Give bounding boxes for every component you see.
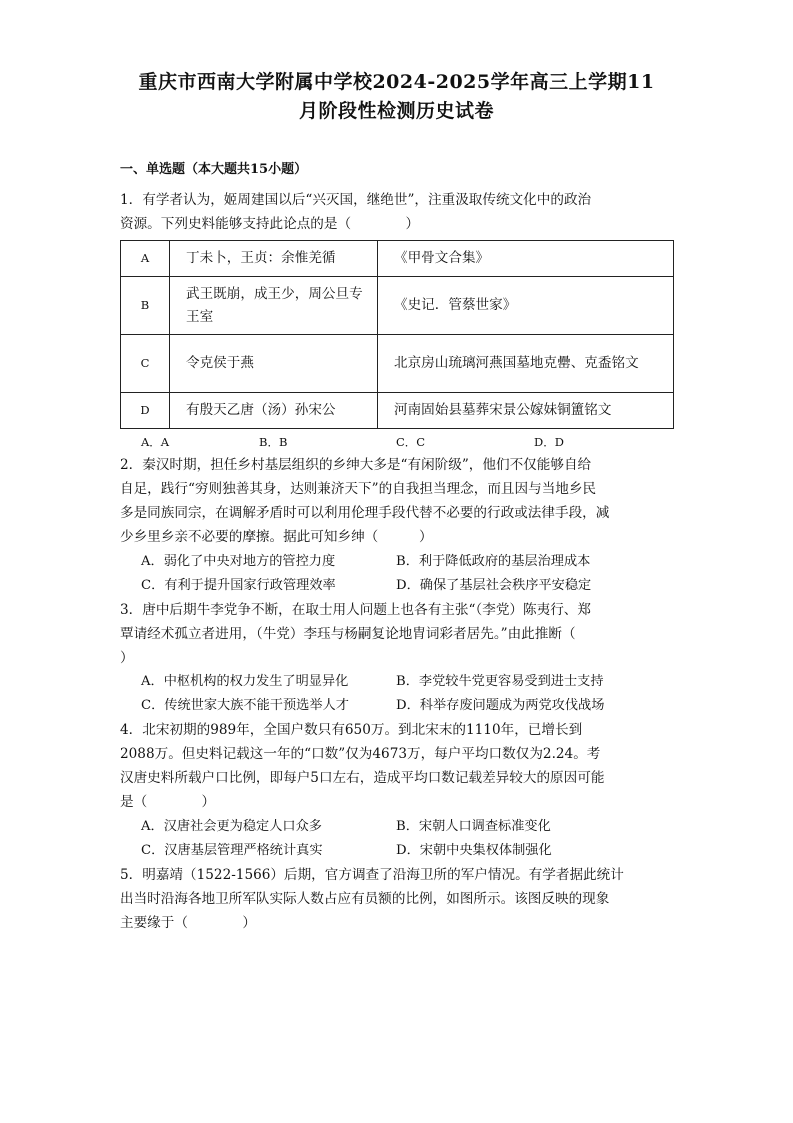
option-a[interactable]: A．A [141, 435, 170, 449]
table-row [121, 241, 674, 277]
stem-line: 主要缘于（ ） [120, 915, 256, 931]
question-3-stem [120, 598, 676, 670]
row-label: B [121, 277, 170, 335]
option-c[interactable]: C．有利于提升国家行政管理效率 [141, 578, 336, 593]
option-c[interactable]: C．C [396, 435, 426, 449]
stem-line: 是（ ） [120, 794, 216, 810]
option-c[interactable]: C．传统世家大族不能干预选举人才 [141, 698, 349, 713]
stem-line: ） [120, 650, 134, 666]
question-1-table [120, 240, 674, 429]
stem-line: 出当时沿海各地卫所军队实际人数占应有员额的比例，如图所示。该图反映的现象 [120, 891, 610, 907]
stem-line: 覃请经术孤立者进用，（牛党）李珏与杨嗣复论地胄词彩者居先。”由此推断（ [120, 626, 576, 642]
stem-line: 4．北宋初期的989年，全国户数只有650万。到北宋末的1110年，已增长到 [120, 722, 583, 738]
stem-line: 多是同族同宗，在调解矛盾时可以利用伦理手段代替不必要的行政或法律手段，减 [120, 505, 610, 521]
table-row [121, 335, 674, 393]
question-5-stem [120, 863, 676, 935]
row-label: C [121, 335, 170, 393]
stem-line: 1．有学者认为，姬周建国以后“兴灭国，继绝世”，注重汲取传统文化中的政治 [120, 192, 592, 208]
table-row [121, 393, 674, 429]
section-heading: 一、单选题（本大题共15小题） [120, 162, 308, 177]
option-c[interactable]: C．汉唐基层管理严格统计真实 [141, 843, 323, 858]
option-d[interactable]: D．宋朝中央集权体制强化 [396, 843, 552, 858]
option-b[interactable]: B．李党较牛党更容易受到进士支持 [396, 674, 604, 689]
question-2-stem [120, 453, 676, 549]
stem-line: 3．唐中后期牛李党争不断，在取士用人问题上也各有主张“（李党）陈夷行、郑 [120, 602, 591, 618]
option-a[interactable]: A．汉唐社会更为稳定人口众多 [141, 819, 322, 834]
option-d[interactable]: D．确保了基层社会秩序平安稳定 [396, 578, 592, 593]
exam-title [110, 68, 683, 126]
stem-line: 5．明嘉靖（1522-1566）后期，官方调查了沿海卫所的军户情况。有学者据此统计 [120, 867, 624, 883]
row-text: 有殷天乙唐（汤）孙宋公 [170, 393, 378, 429]
row-label: A [121, 241, 170, 277]
row-label: D [121, 393, 170, 429]
row-text: 丁未卜，王贞：余惟羌循 [170, 241, 378, 277]
option-b[interactable]: B．宋朝人口调查标准变化 [396, 819, 551, 834]
option-b[interactable]: B．B [259, 435, 288, 449]
stem-line: 少乡里乡亲不必要的摩擦。据此可知乡绅（ ） [120, 529, 433, 545]
option-d[interactable]: D．科举存废问题成为两党攻伐战场 [396, 698, 605, 713]
row-source: 河南固始县墓葬宋景公嫁妹铜簠铭文 [378, 393, 674, 429]
row-source: 《史记．管蔡世家》 [378, 277, 674, 335]
stem-line: 汉唐史料所载户口比例，即每户5口左右，造成平均口数记载差异较大的原因可能 [120, 770, 605, 786]
title-line-1: 重庆市西南大学附属中学校2024-2025学年高三上学期11 [138, 71, 655, 93]
question-1-stem [120, 188, 676, 236]
option-b[interactable]: B．利于降低政府的基层治理成本 [396, 554, 591, 569]
row-text: 武王既崩，成王少，周公旦专王室 [170, 277, 378, 335]
option-d[interactable]: D．D [534, 435, 564, 449]
stem-line: 自足，践行“穷则独善其身，达则兼济天下”的自我担当理念，而且因与当地乡民 [120, 481, 597, 497]
row-source: 北京房山琉璃河燕国墓地克罍、克盉铭文 [378, 335, 674, 393]
option-a[interactable]: A．弱化了中央对地方的管控力度 [141, 554, 336, 569]
option-a[interactable]: A．中枢机构的权力发生了明显异化 [141, 674, 349, 689]
row-source: 《甲骨文合集》 [378, 241, 674, 277]
stem-line: 2．秦汉时期，担任乡村基层组织的乡绅大多是“有闲阶级”，他们不仅能够自给 [120, 457, 592, 473]
title-line-2: 月阶段性检测历史试卷 [298, 100, 494, 122]
stem-line: 资源。下列史料能够支持此论点的是（ ） [120, 216, 420, 232]
question-4-stem [120, 718, 676, 814]
stem-line: 2088万。但史料记载这一年的“口数”仅为4673万，每户平均口数仅为2.24。考 [120, 746, 601, 762]
row-text: 令克侯于燕 [170, 335, 378, 393]
table-row [121, 277, 674, 335]
